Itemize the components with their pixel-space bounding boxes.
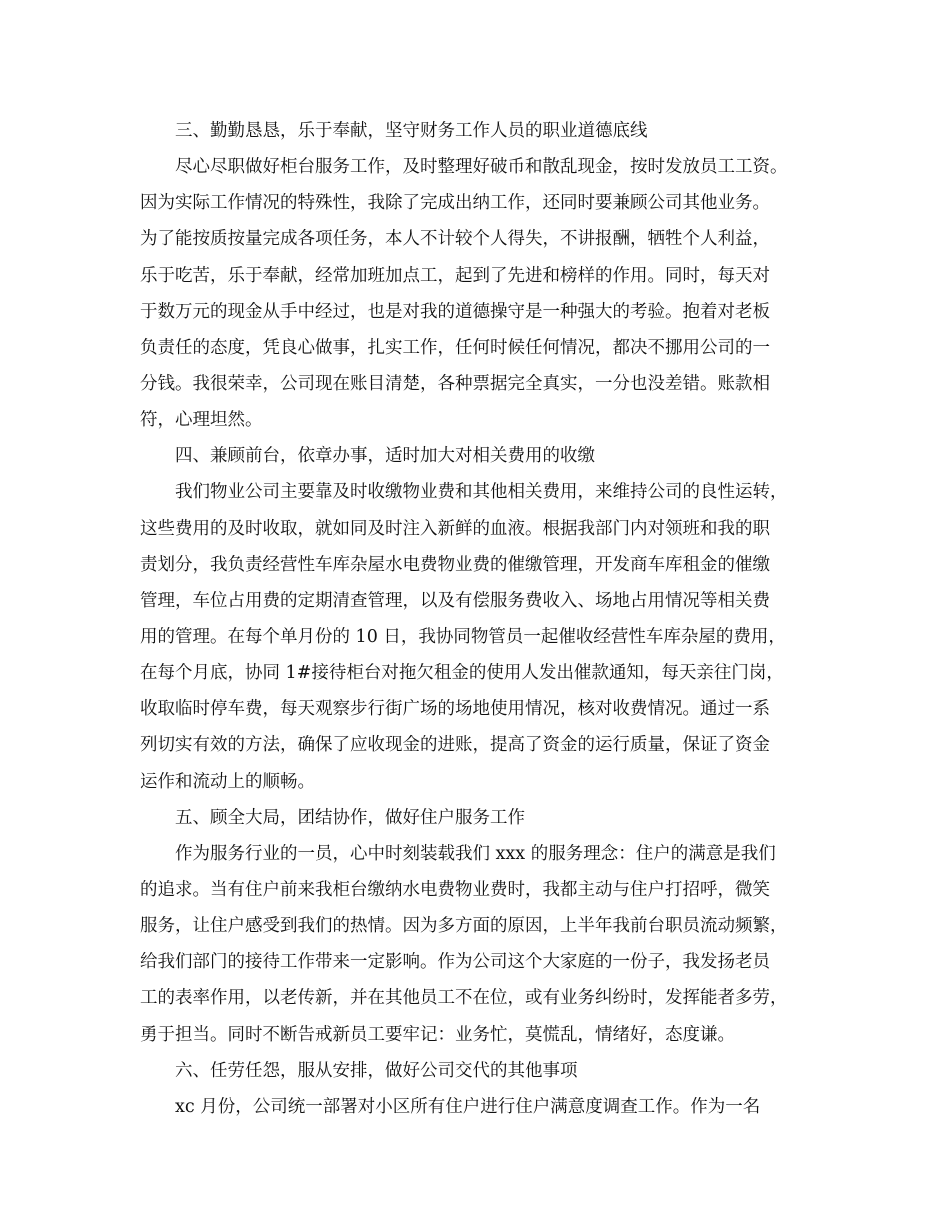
text-line: 用的管理。在每个单月份的 10 日，我协同物管员一起催收经营性车库杂屋的费用， (140, 626, 786, 647)
text-line: 给我们部门的接待工作带来一定影响。作为公司这个大家庭的一份子，我发扬老员 (140, 952, 770, 973)
document-body (140, 113, 830, 1125)
text-line: 这些费用的及时收取，就如同及时注入新鲜的血液。根据我部门内对领班和我的职 (140, 518, 770, 539)
text-line: 运作和流动上的顺畅。 (140, 771, 315, 792)
text-line: 于数万元的现金从手中经过，也是对我的道德操守是一种强大的考验。抱着对老板 (140, 301, 770, 322)
text-line: 分钱。我很荣幸，公司现在账目清楚，各种票据完全真实，一分也没差错。账款相 (140, 373, 770, 394)
text-line: 负责任的态度，凭良心做事，扎实工作，任何时候任何情况，都决不挪用公司的一 (140, 337, 770, 358)
text-line: 作为服务行业的一员，心中时刻装载我们 xxx 的服务理念：住户的满意是我们 (175, 843, 776, 864)
text-line: 勇于担当。同时不断告戒新员工要牢记：业务忙，莫慌乱，情绪好，态度谦。 (140, 1024, 735, 1045)
text-line: 管理，车位占用费的定期清查管理，以及有偿服务费收入、场地占用情况等相关费 (140, 590, 770, 611)
text-line: 责划分，我负责经营性车库杂屋水电费物业费的催缴管理，开发商车库租金的催缴 (140, 554, 770, 575)
text-line: xc 月份，公司统一部署对小区所有住户进行住户满意度调查工作。作为一名 (175, 1096, 761, 1117)
text-line: 尽心尽职做好柜台服务工作，及时整理好破币和散乱现金，按时发放员工工资。 (175, 157, 788, 178)
text-line: 六、任劳任怨，服从安排，做好公司交代的其他事项 (175, 1060, 578, 1081)
text-line: 五、顾全大局，团结协作，做好住户服务工作 (175, 807, 525, 828)
text-line: 的追求。当有住户前来我柜台缴纳水电费物业费时，我都主动与住户打招呼，微笑 (140, 879, 770, 900)
text-line: 因为实际工作情况的特殊性，我除了完成出纳工作，还同时要兼顾公司其他业务。 (140, 193, 770, 214)
text-line: 三、勤勤恳恳，乐于奉献，坚守财务工作人员的职业道德底线 (175, 121, 648, 141)
text-line: 为了能按质按量完成各项任务，本人不计较个人得失，不讲报酬，牺牲个人利益， (140, 229, 770, 250)
text-line: 我们物业公司主要靠及时收缴物业费和其他相关费用，来维持公司的良性运转， (175, 482, 788, 503)
text-line: 列切实有效的方法，确保了应收现金的进账，提高了资金的运行质量，保证了资金 (140, 735, 770, 756)
text-line: 符，心理坦然。 (140, 410, 263, 431)
text-line: 服务，让住户感受到我们的热情。因为多方面的原因，上半年我前台职员流动频繁， (140, 916, 788, 937)
text-line: 收取临时停车费，每天观察步行街广场的场地使用情况，核对收费情况。通过一系 (140, 699, 770, 720)
text-line: 乐于吃苦，乐于奉献，经常加班加点工，起到了先进和榜样的作用。同时，每天对 (140, 265, 770, 286)
text-line: 工的表率作用，以老传新，并在其他员工不在位，或有业务纠纷时，发挥能者多劳， (140, 988, 788, 1009)
text-line: 在每个月底，协同 1#接待柜台对拖欠租金的使用人发出催款通知，每天亲往门岗， (140, 663, 784, 684)
text-line: 四、兼顾前台，依章办事，适时加大对相关费用的收缴 (175, 446, 595, 467)
